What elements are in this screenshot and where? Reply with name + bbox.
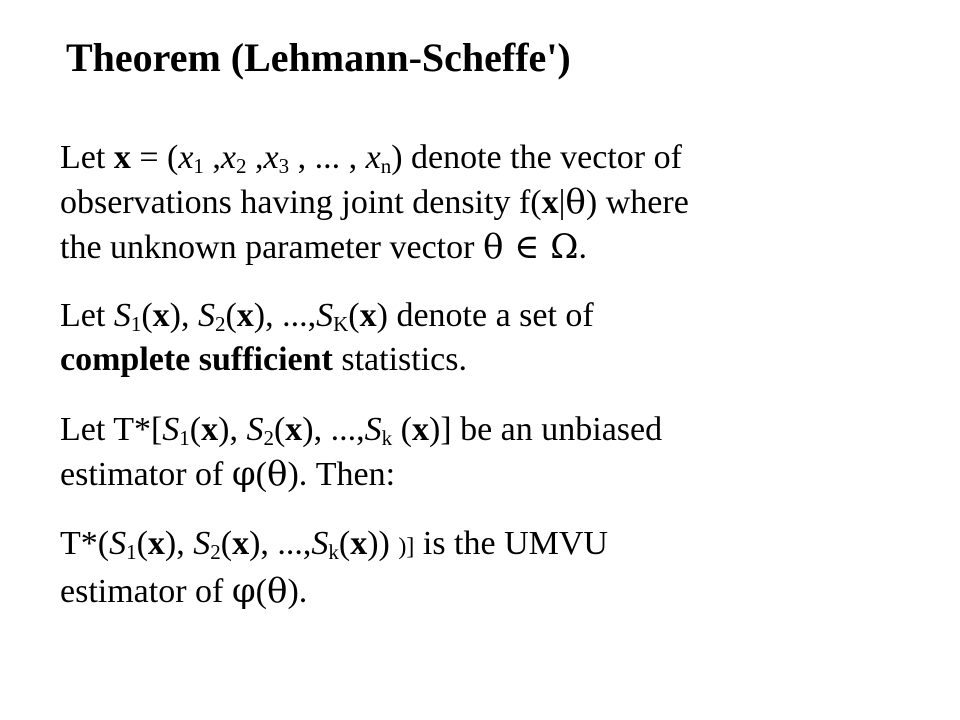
paragraph-unbiased-estimator: Let $T*[S_1(x)$, $S_2(x)$, $...,S_k$ (x)] be an unbiased estimator of φ(θ). Then: xyxy=(60,411,663,494)
paragraph-sufficient-statistics: Let $S_1(x)$, $S_2(x)$, $...,S_K(x)$ denote a set of complete sufficient statistics. xyxy=(60,297,594,378)
paragraph-umvu-conclusion: $T*(S_1(x)$, $S_2(x)$, $...,S_k(x)$) )] is the UMVU estimator of φ(θ). xyxy=(60,525,608,611)
paragraph-observation-vector: Let $x = (x_1$ $,x_2$ $,x_3$ , ... , $x_n$) denote the vector of observations having joint density f(x|θ) where the unknown parameter vector θ ∈ Ω. xyxy=(60,139,689,267)
slide-title: Theorem (Lehmann-Scheffe') xyxy=(66,35,571,80)
